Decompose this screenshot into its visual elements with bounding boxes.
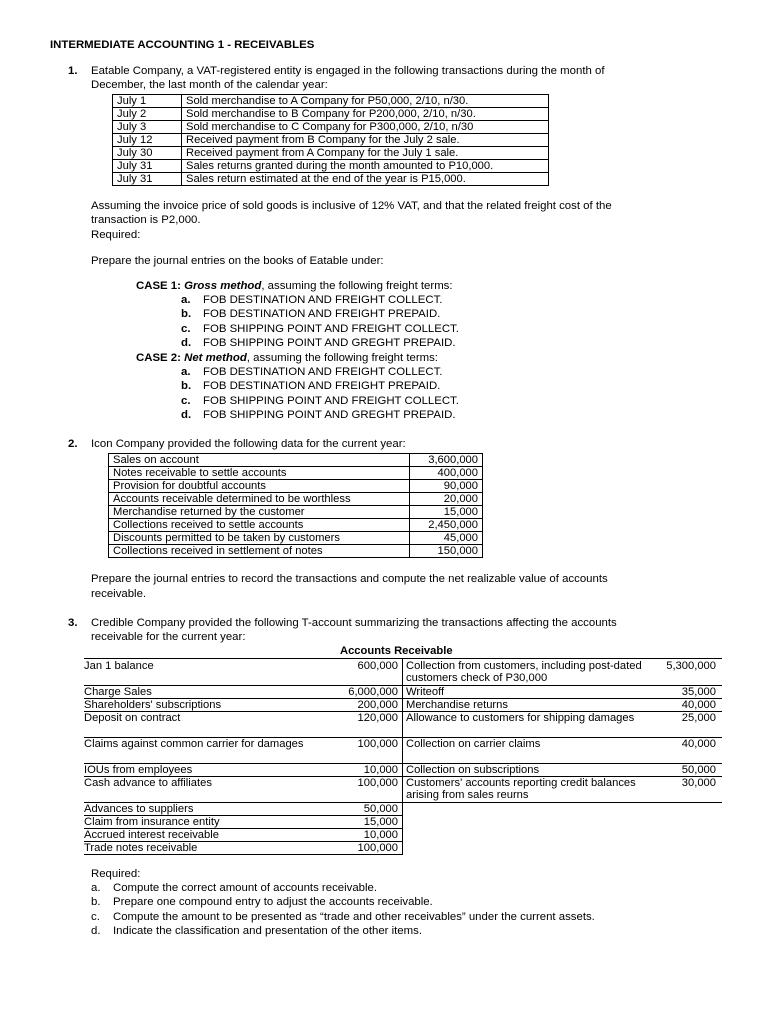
- transaction-row: [113, 173, 549, 186]
- problem-2-prepare-line1: Prepare the journal entries to record the transactions and compute the net realizable value of accounts: [91, 573, 608, 585]
- debit-item: IOUs from employees: [84, 764, 193, 776]
- debit-item: Trade notes receivable: [84, 842, 198, 854]
- debit-amount: 6,000,000: [348, 686, 398, 698]
- credit-item: Collection on carrier claims: [406, 738, 541, 750]
- debit-amount: 120,000: [357, 712, 398, 724]
- case-2-term-a: a. FOB DESTINATION AND FREIGHT COLLECT.: [181, 366, 443, 378]
- data-amount: 15,000: [410, 506, 483, 519]
- transaction-row: [113, 108, 549, 121]
- debit-amount: 100,000: [357, 842, 398, 854]
- transaction-row: [113, 134, 549, 147]
- data-item: Sales on account: [109, 454, 410, 467]
- data-row: [109, 532, 483, 545]
- credit-amount: 5,300,000: [666, 660, 716, 672]
- case-1-method: Gross method: [184, 280, 262, 292]
- data-amount: 20,000: [410, 493, 483, 506]
- transaction-description: Sales returns granted during the month amounted to P10,000.: [182, 160, 549, 173]
- transaction-description: Received payment from A Company for the July 1 sale.: [182, 147, 549, 160]
- debit-item: Charge Sales: [84, 686, 152, 698]
- transaction-date: July 2: [113, 108, 182, 121]
- case-2-heading: [136, 352, 438, 365]
- transaction-description: Sold merchandise to C Company for P300,000, 2/10, n/30: [182, 121, 549, 134]
- case-1-term-b: b. FOB DESTINATION AND FREIGHT PREPAID.: [181, 308, 441, 320]
- problem-1-number: 1.: [68, 65, 78, 77]
- assumption-line2: transaction is P2,000.: [91, 214, 201, 226]
- transactions-table: [112, 94, 549, 186]
- credit-item: Allowance to customers for shipping damages: [406, 712, 635, 724]
- problem-2-intro: Icon Company provided the following data for the current year:: [91, 438, 406, 450]
- data-row: [109, 506, 483, 519]
- data-item: Collections received in settlement of notes: [109, 545, 410, 558]
- case-2-method: Net method: [184, 352, 247, 364]
- t-account-rule: [84, 854, 402, 855]
- debit-item: Jan 1 balance: [84, 660, 154, 672]
- requirement-d: d. Indicate the classification and presentation of the other items.: [91, 925, 422, 937]
- requirement-c: c. Compute the amount to be presented as “trade and other receivables” under the current assets.: [91, 911, 595, 923]
- data-row: [109, 480, 483, 493]
- transaction-date: July 31: [113, 173, 182, 186]
- credit-amount: 30,000: [681, 777, 716, 789]
- case-1-text: , assuming the following freight terms:: [261, 280, 453, 292]
- transaction-description: Sold merchandise to A Company for P50,000, 2/10, n/30.: [182, 95, 549, 108]
- required-label-1: Required:: [91, 229, 141, 241]
- debit-item: Deposit on contract: [84, 712, 181, 724]
- debit-item: Accrued interest receivable: [84, 829, 219, 841]
- credit-item: Collection from customers, including post-dated customers check of P30,000: [406, 660, 642, 684]
- case-2-term-c: c. FOB SHIPPING POINT AND FREIGHT COLLECT.: [181, 395, 459, 407]
- problem-3-intro-line1: Credible Company provided the following T-account summarizing the transactions affecting the accounts: [91, 617, 617, 629]
- assumption-line1: Assuming the invoice price of sold goods is inclusive of 12% VAT, and that the related freight cost of the: [91, 200, 612, 212]
- data-amount: 400,000: [410, 467, 483, 480]
- transaction-date: July 12: [113, 134, 182, 147]
- case-2-term-d: d. FOB SHIPPING POINT AND GREGHT PREPAID.: [181, 409, 456, 421]
- data-row: [109, 467, 483, 480]
- data-row: [109, 454, 483, 467]
- problem-2-prepare-line2: receivable.: [91, 588, 147, 600]
- data-item: Provision for doubtful accounts: [109, 480, 410, 493]
- data-item: Merchandise returned by the customer: [109, 506, 410, 519]
- credit-amount: 35,000: [681, 686, 716, 698]
- debit-item: Claims against common carrier for damages: [84, 738, 304, 750]
- transaction-date: July 3: [113, 121, 182, 134]
- credit-amount: 40,000: [681, 738, 716, 750]
- credit-item: Merchandise returns: [406, 699, 508, 711]
- t-account-row: [84, 738, 722, 764]
- requirement-a: a. Compute the correct amount of accounts receivable.: [91, 882, 378, 894]
- debit-amount: 600,000: [357, 660, 398, 672]
- t-account-title: Accounts Receivable: [340, 645, 453, 657]
- icon-company-data-table: [108, 453, 483, 558]
- debit-amount: 15,000: [363, 816, 398, 828]
- case-1-term-c: c. FOB SHIPPING POINT AND FREIGHT COLLECT.: [181, 323, 459, 335]
- t-account-top-rule: [84, 658, 722, 659]
- t-account-row: [84, 777, 722, 803]
- required-label-3: Required:: [91, 868, 141, 880]
- credit-amount: 40,000: [681, 699, 716, 711]
- transaction-description: Sold merchandise to B Company for P200,000, 2/10, n/30.: [182, 108, 549, 121]
- debit-amount: 200,000: [357, 699, 398, 711]
- data-amount: 90,000: [410, 480, 483, 493]
- case-1-heading: [136, 280, 453, 293]
- transaction-row: [113, 160, 549, 173]
- data-amount: 3,600,000: [410, 454, 483, 467]
- debit-amount: 100,000: [357, 738, 398, 750]
- debit-amount: 50,000: [363, 803, 398, 815]
- case-1-term-d: d. FOB SHIPPING POINT AND GREGHT PREPAID.: [181, 337, 456, 349]
- data-row: [109, 519, 483, 532]
- transaction-row: [113, 147, 549, 160]
- data-item: Notes receivable to settle accounts: [109, 467, 410, 480]
- case-1-label: CASE 1:: [136, 280, 181, 292]
- transaction-date: July 30: [113, 147, 182, 160]
- case-1-term-a: a. FOB DESTINATION AND FREIGHT COLLECT.: [181, 294, 443, 306]
- t-account-row: [84, 660, 722, 686]
- debit-item: Cash advance to affiliates: [84, 777, 212, 789]
- problem-2-number: 2.: [68, 438, 78, 450]
- credit-item: Customers' accounts reporting credit balances arising from sales reurns: [406, 777, 636, 801]
- data-amount: 150,000: [410, 545, 483, 558]
- credit-item: Collection on subscriptions: [406, 764, 540, 776]
- debit-item: Advances to suppliers: [84, 803, 194, 815]
- t-account-center-rule: [402, 658, 403, 855]
- data-row: [109, 545, 483, 558]
- data-amount: 45,000: [410, 532, 483, 545]
- problem-1-intro-line2: December, the last month of the calendar year:: [91, 79, 328, 91]
- debit-amount: 10,000: [363, 829, 398, 841]
- case-2-term-b: b. FOB DESTINATION AND FREIGHT PREPAID.: [181, 380, 441, 392]
- transaction-description: Received payment from B Company for the July 2 sale.: [182, 134, 549, 147]
- data-row: [109, 493, 483, 506]
- t-account-row: [84, 712, 722, 738]
- prepare-instruction-1: Prepare the journal entries on the books of Eatable under:: [91, 255, 384, 267]
- transaction-row: [113, 121, 549, 134]
- data-amount: 2,450,000: [410, 519, 483, 532]
- debit-amount: 10,000: [363, 764, 398, 776]
- problem-3-number: 3.: [68, 617, 78, 629]
- case-2-text: , assuming the following freight terms:: [246, 352, 438, 364]
- debit-item: Claim from insurance entity: [84, 816, 220, 828]
- case-2-label: CASE 2:: [136, 352, 181, 364]
- transaction-row: [113, 95, 549, 108]
- debit-item: Shareholders' subscriptions: [84, 699, 222, 711]
- credit-amount: 25,000: [681, 712, 716, 724]
- debit-amount: 100,000: [357, 777, 398, 789]
- data-item: Collections received to settle accounts: [109, 519, 410, 532]
- problem-3-intro-line2: receivable for the current year:: [91, 631, 246, 643]
- requirement-b: b. Prepare one compound entry to adjust the accounts receivable.: [91, 896, 433, 908]
- data-item: Discounts permitted to be taken by customers: [109, 532, 410, 545]
- transaction-description: Sales return estimated at the end of the year is P15,000.: [182, 173, 549, 186]
- problem-1-intro-line1: Eatable Company, a VAT-registered entity is engaged in the following transactions during the month of: [91, 65, 605, 77]
- transaction-date: July 31: [113, 160, 182, 173]
- transaction-date: July 1: [113, 95, 182, 108]
- page-title: INTERMEDIATE ACCOUNTING 1 - RECEIVABLES: [50, 39, 315, 51]
- data-item: Accounts receivable determined to be worthless: [109, 493, 410, 506]
- credit-amount: 50,000: [681, 764, 716, 776]
- credit-item: Writeoff: [406, 686, 445, 698]
